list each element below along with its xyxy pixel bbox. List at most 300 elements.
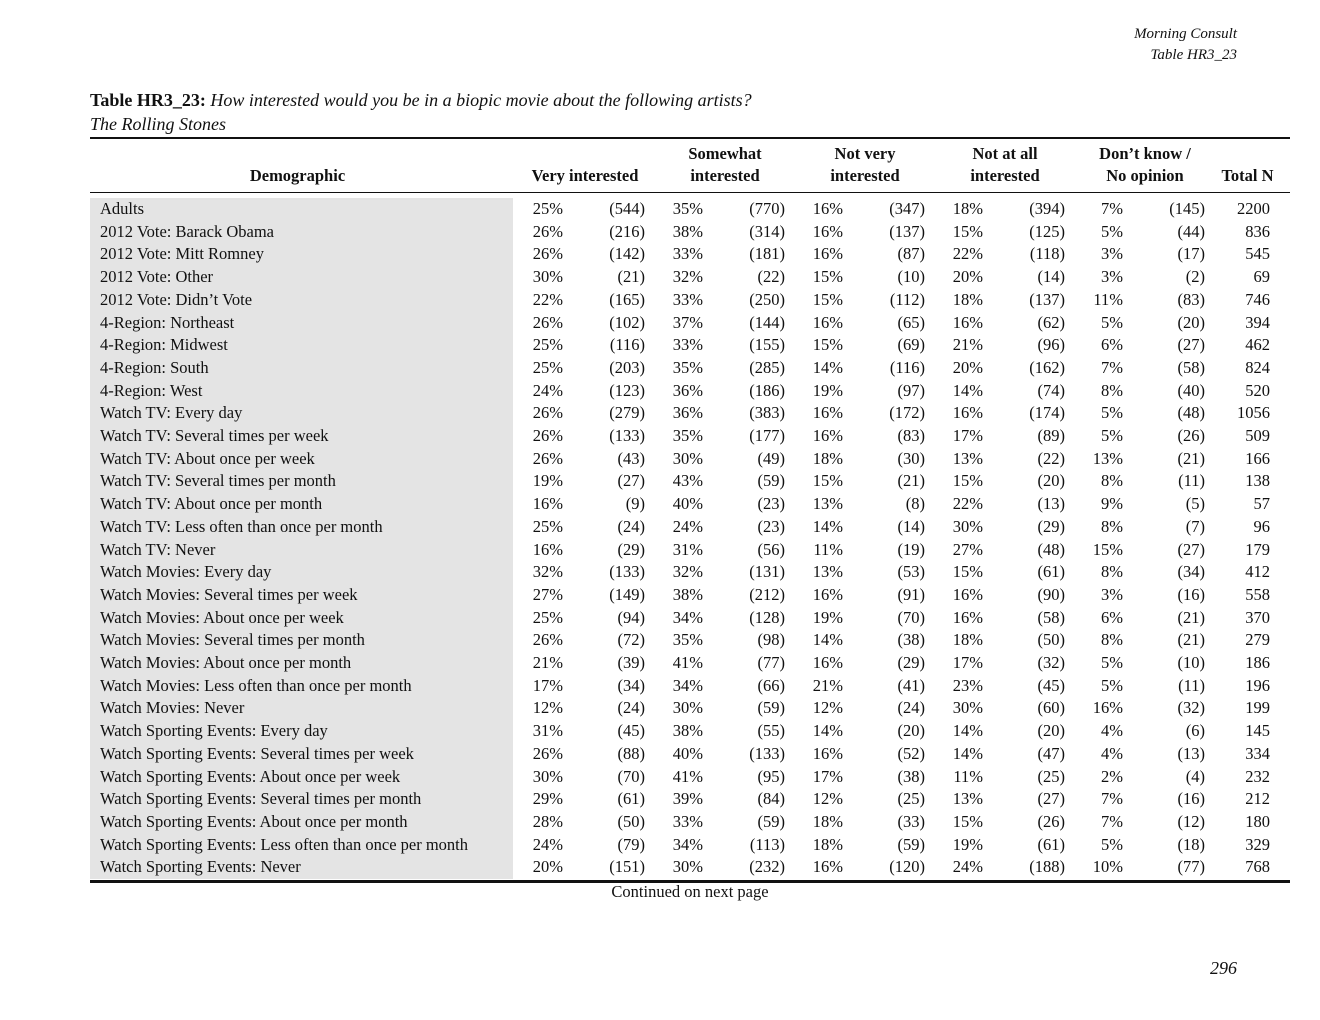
- cell-very-n: (72): [617, 630, 645, 650]
- cell-dontknow-n: (58): [1177, 357, 1205, 377]
- cell-notvery-n: (137): [889, 221, 925, 241]
- cell-somewhat-pct: 33%: [672, 811, 703, 831]
- cell-notvery-pct: 14%: [812, 357, 843, 377]
- cell-somewhat-n: (66): [757, 675, 785, 695]
- cell-notvery-n: (65): [897, 312, 925, 332]
- cell-total-n: 199: [1245, 698, 1270, 718]
- cell-somewhat-n: (59): [757, 698, 785, 718]
- cell-dontknow-pct: 8%: [1101, 562, 1123, 582]
- cell-notvery-pct: 16%: [812, 403, 843, 423]
- col-header-very: Very interested: [531, 166, 639, 185]
- cell-somewhat-pct: 35%: [672, 630, 703, 650]
- cell-somewhat-pct: 34%: [672, 834, 703, 854]
- cell-notatall-pct: 22%: [952, 494, 983, 514]
- cell-very-pct: 26%: [532, 448, 563, 468]
- cell-notatall-pct: 13%: [952, 789, 983, 809]
- cell-very-n: (102): [609, 312, 645, 332]
- cell-notatall-pct: 23%: [952, 675, 983, 695]
- cell-very-pct: 25%: [532, 357, 563, 377]
- cell-somewhat-n: (128): [749, 607, 785, 627]
- cell-notatall-n: (48): [1037, 539, 1065, 559]
- cell-somewhat-n: (155): [749, 335, 785, 355]
- cell-very-n: (79): [617, 834, 645, 854]
- cell-total-n: 212: [1245, 789, 1270, 809]
- cell-somewhat-pct: 38%: [672, 221, 703, 241]
- cell-total-n: 1056: [1237, 403, 1270, 423]
- cell-notatall-n: (50): [1037, 630, 1065, 650]
- cell-very-n: (165): [609, 289, 645, 309]
- cell-notatall-n: (61): [1037, 562, 1065, 582]
- cell-notatall-n: (20): [1037, 721, 1065, 741]
- cell-notatall-n: (58): [1037, 607, 1065, 627]
- cell-very-pct: 29%: [532, 789, 563, 809]
- cell-dontknow-pct: 8%: [1101, 471, 1123, 491]
- cell-very-n: (203): [609, 357, 645, 377]
- cell-notvery-pct: 16%: [812, 199, 843, 218]
- col-header-somewhat-line2: interested: [690, 166, 760, 185]
- cell-dontknow-n: (2): [1185, 267, 1205, 287]
- cell-dontknow-pct: 5%: [1101, 426, 1123, 446]
- table-row: [90, 516, 1290, 539]
- cell-dontknow-n: (48): [1177, 403, 1205, 423]
- cell-very-pct: 17%: [532, 675, 563, 695]
- col-header-notatall: [935, 143, 1075, 187]
- cell-notatall-pct: 30%: [952, 698, 983, 718]
- cell-very-n: (544): [609, 199, 645, 218]
- cell-notatall-n: (20): [1037, 471, 1065, 491]
- cell-dontknow-pct: 7%: [1101, 199, 1123, 218]
- col-header-somewhat: [655, 143, 795, 187]
- cell-total-n: 145: [1245, 721, 1270, 741]
- cell-dontknow-pct: 15%: [1092, 539, 1123, 559]
- cell-somewhat-n: (98): [757, 630, 785, 650]
- cell-notvery-n: (120): [889, 857, 925, 877]
- table-row: [90, 198, 1290, 221]
- cell-notvery-n: (53): [897, 562, 925, 582]
- cell-notvery-n: (38): [897, 630, 925, 650]
- cell-dontknow-pct: 8%: [1101, 380, 1123, 400]
- cell-somewhat-n: (84): [757, 789, 785, 809]
- cell-very-pct: 24%: [532, 834, 563, 854]
- cell-somewhat-n: (383): [749, 403, 785, 423]
- cell-somewhat-pct: 43%: [672, 471, 703, 491]
- cell-notatall-n: (62): [1037, 312, 1065, 332]
- table-row: [90, 402, 1290, 425]
- cell-notvery-pct: 16%: [812, 743, 843, 763]
- cell-demographic: Watch Sporting Events: About once per week: [100, 766, 401, 786]
- cell-notvery-pct: 15%: [812, 289, 843, 309]
- cell-somewhat-pct: 38%: [672, 584, 703, 604]
- header-rule: [90, 192, 1290, 193]
- table-title-label: Table HR3_23:: [90, 90, 206, 110]
- data-table: [90, 198, 1290, 879]
- cell-notvery-n: (172): [889, 403, 925, 423]
- cell-dontknow-n: (21): [1177, 630, 1205, 650]
- cell-somewhat-pct: 41%: [672, 653, 703, 673]
- table-row: [90, 289, 1290, 312]
- cell-somewhat-pct: 35%: [672, 199, 703, 218]
- cell-very-n: (216): [609, 221, 645, 241]
- cell-very-n: (279): [609, 403, 645, 423]
- cell-somewhat-pct: 38%: [672, 721, 703, 741]
- cell-dontknow-n: (145): [1169, 199, 1205, 218]
- cell-very-pct: 28%: [532, 811, 563, 831]
- cell-somewhat-pct: 32%: [672, 267, 703, 287]
- cell-notatall-n: (13): [1037, 494, 1065, 514]
- cell-somewhat-n: (113): [749, 834, 785, 854]
- cell-demographic: Watch Sporting Events: Several times per week: [100, 743, 414, 763]
- cell-demographic: Watch TV: Several times per month: [100, 471, 336, 491]
- cell-total-n: 279: [1245, 630, 1270, 650]
- cell-notvery-pct: 11%: [813, 539, 843, 559]
- cell-notvery-n: (347): [889, 199, 925, 218]
- cell-very-n: (9): [625, 494, 645, 514]
- cell-notatall-pct: 15%: [952, 562, 983, 582]
- cell-very-pct: 19%: [532, 471, 563, 491]
- cell-total-n: 232: [1245, 766, 1270, 786]
- cell-dontknow-n: (40): [1177, 380, 1205, 400]
- table-row: [90, 675, 1290, 698]
- cell-very-n: (29): [617, 539, 645, 559]
- cell-dontknow-pct: 3%: [1101, 267, 1123, 287]
- cell-total-n: 2200: [1237, 199, 1270, 218]
- cell-notvery-n: (97): [897, 380, 925, 400]
- cell-total-n: 180: [1245, 811, 1270, 831]
- cell-somewhat-n: (49): [757, 448, 785, 468]
- cell-demographic: Watch TV: Every day: [100, 403, 243, 423]
- cell-notatall-n: (60): [1037, 698, 1065, 718]
- cell-notatall-n: (45): [1037, 675, 1065, 695]
- cell-somewhat-pct: 30%: [672, 698, 703, 718]
- cell-notatall-pct: 14%: [952, 380, 983, 400]
- cell-notatall-pct: 14%: [952, 743, 983, 763]
- cell-notvery-n: (41): [897, 675, 925, 695]
- cell-notvery-pct: 16%: [812, 653, 843, 673]
- cell-dontknow-pct: 5%: [1101, 312, 1123, 332]
- cell-demographic: Watch TV: Several times per week: [100, 426, 329, 446]
- col-header-dontknow-line1: Don’t know /: [1099, 144, 1191, 163]
- cell-notatall-n: (61): [1037, 834, 1065, 854]
- cell-demographic: Watch Movies: About once per month: [100, 653, 352, 673]
- cell-notvery-pct: 12%: [812, 698, 843, 718]
- cell-dontknow-pct: 7%: [1101, 811, 1123, 831]
- cell-total-n: 329: [1245, 834, 1270, 854]
- cell-total-n: 334: [1245, 743, 1270, 763]
- cell-total-n: 57: [1253, 494, 1270, 514]
- cell-total-n: 824: [1245, 357, 1270, 377]
- cell-notvery-pct: 19%: [812, 607, 843, 627]
- cell-dontknow-pct: 5%: [1101, 221, 1123, 241]
- cell-very-pct: 26%: [532, 221, 563, 241]
- cell-notatall-n: (96): [1037, 335, 1065, 355]
- cell-demographic: Watch Movies: Several times per month: [100, 630, 365, 650]
- cell-demographic: 4-Region: Northeast: [100, 312, 235, 332]
- cell-somewhat-pct: 36%: [672, 403, 703, 423]
- cell-demographic: Watch Movies: Never: [100, 698, 245, 718]
- cell-notvery-n: (21): [897, 471, 925, 491]
- cell-dontknow-n: (32): [1177, 698, 1205, 718]
- col-header-notatall-line2: interested: [970, 166, 1040, 185]
- table-row: [90, 470, 1290, 493]
- cell-notvery-n: (10): [897, 267, 925, 287]
- cell-dontknow-pct: 16%: [1092, 698, 1123, 718]
- cell-total-n: 746: [1245, 289, 1270, 309]
- cell-very-pct: 12%: [532, 698, 563, 718]
- cell-dontknow-n: (27): [1177, 539, 1205, 559]
- cell-dontknow-n: (4): [1185, 766, 1205, 786]
- cell-dontknow-n: (18): [1177, 834, 1205, 854]
- cell-notatall-pct: 22%: [952, 244, 983, 264]
- cell-demographic: Watch Movies: Less often than once per month: [100, 675, 412, 695]
- cell-somewhat-pct: 37%: [672, 312, 703, 332]
- header-source: Morning Consult: [1134, 26, 1237, 42]
- cell-total-n: 394: [1245, 312, 1270, 332]
- cell-dontknow-pct: 5%: [1101, 675, 1123, 695]
- cell-demographic: 2012 Vote: Other: [100, 267, 214, 287]
- cell-demographic: 2012 Vote: Barack Obama: [100, 221, 274, 241]
- cell-notatall-n: (394): [1029, 199, 1065, 218]
- cell-notvery-pct: 14%: [812, 721, 843, 741]
- cell-very-pct: 30%: [532, 267, 563, 287]
- cell-notatall-n: (118): [1029, 244, 1065, 264]
- cell-notvery-pct: 12%: [812, 789, 843, 809]
- table-row: [90, 720, 1290, 743]
- col-header-notvery-line1: Not very: [834, 144, 896, 163]
- cell-very-pct: 25%: [532, 607, 563, 627]
- col-header-demographic: Demographic: [249, 166, 346, 185]
- table-row: [90, 743, 1290, 766]
- cell-total-n: 558: [1245, 584, 1270, 604]
- cell-very-n: (149): [609, 584, 645, 604]
- cell-notvery-pct: 19%: [812, 380, 843, 400]
- cell-notatall-pct: 24%: [952, 857, 983, 877]
- cell-very-pct: 25%: [532, 516, 563, 536]
- cell-very-n: (123): [609, 380, 645, 400]
- cell-notvery-n: (116): [889, 357, 925, 377]
- cell-notatall-n: (26): [1037, 811, 1065, 831]
- cell-notvery-pct: 21%: [812, 675, 843, 695]
- cell-notvery-pct: 18%: [812, 811, 843, 831]
- cell-total-n: 138: [1245, 471, 1270, 491]
- cell-somewhat-pct: 33%: [672, 244, 703, 264]
- cell-somewhat-pct: 40%: [672, 494, 703, 514]
- cell-somewhat-n: (23): [757, 494, 785, 514]
- cell-dontknow-n: (83): [1177, 289, 1205, 309]
- cell-notatall-n: (32): [1037, 653, 1065, 673]
- cell-dontknow-pct: 8%: [1101, 630, 1123, 650]
- cell-very-pct: 32%: [532, 562, 563, 582]
- cell-notvery-pct: 17%: [812, 766, 843, 786]
- cell-very-pct: 26%: [532, 244, 563, 264]
- table-row: [90, 493, 1290, 516]
- cell-very-pct: 20%: [532, 857, 563, 877]
- cell-somewhat-n: (314): [749, 221, 785, 241]
- cell-total-n: 520: [1245, 380, 1270, 400]
- cell-notvery-pct: 15%: [812, 335, 843, 355]
- cell-very-n: (94): [617, 607, 645, 627]
- cell-somewhat-n: (77): [757, 653, 785, 673]
- cell-notatall-pct: 16%: [952, 403, 983, 423]
- cell-very-n: (70): [617, 766, 645, 786]
- cell-dontknow-n: (11): [1178, 471, 1205, 491]
- cell-demographic: 4-Region: South: [100, 357, 209, 377]
- cell-dontknow-pct: 10%: [1092, 857, 1123, 877]
- cell-notvery-n: (29): [897, 653, 925, 673]
- table-row: [90, 584, 1290, 607]
- cell-somewhat-pct: 30%: [672, 857, 703, 877]
- cell-total-n: 462: [1245, 335, 1270, 355]
- cell-notvery-n: (8): [905, 494, 925, 514]
- cell-notvery-n: (30): [897, 448, 925, 468]
- cell-notatall-pct: 20%: [952, 357, 983, 377]
- cell-very-pct: 26%: [532, 403, 563, 423]
- table-row: [90, 834, 1290, 857]
- cell-somewhat-n: (232): [749, 857, 785, 877]
- cell-demographic: Watch Sporting Events: About once per month: [100, 811, 408, 831]
- table-title: [90, 88, 752, 112]
- cell-dontknow-pct: 4%: [1101, 743, 1123, 763]
- cell-dontknow-pct: 8%: [1101, 516, 1123, 536]
- cell-demographic: Watch Sporting Events: Less often than once per month: [100, 834, 469, 854]
- cell-demographic: Watch Movies: About once per week: [100, 607, 344, 627]
- cell-very-pct: 27%: [532, 584, 563, 604]
- table-row: [90, 561, 1290, 584]
- cell-somewhat-pct: 39%: [672, 789, 703, 809]
- cell-total-n: 509: [1245, 426, 1270, 446]
- cell-demographic: Watch Sporting Events: Several times per month: [100, 789, 422, 809]
- cell-notvery-pct: 16%: [812, 221, 843, 241]
- cell-notvery-n: (112): [889, 289, 925, 309]
- cell-notatall-pct: 16%: [952, 607, 983, 627]
- cell-notatall-pct: 21%: [952, 335, 983, 355]
- cell-dontknow-pct: 5%: [1101, 653, 1123, 673]
- col-header-notvery-line2: interested: [830, 166, 900, 185]
- cell-very-n: (151): [609, 857, 645, 877]
- cell-somewhat-n: (770): [749, 199, 785, 218]
- table-row: [90, 697, 1290, 720]
- cell-notatall-n: (162): [1029, 357, 1065, 377]
- cell-notatall-n: (125): [1029, 221, 1065, 241]
- cell-somewhat-n: (59): [757, 811, 785, 831]
- cell-somewhat-n: (177): [749, 426, 785, 446]
- cell-total-n: 370: [1245, 607, 1270, 627]
- cell-dontknow-n: (27): [1177, 335, 1205, 355]
- table-row: [90, 788, 1290, 811]
- cell-very-pct: 25%: [532, 199, 563, 218]
- cell-very-n: (116): [609, 335, 645, 355]
- cell-notvery-n: (38): [897, 766, 925, 786]
- cell-demographic: Watch TV: Never: [100, 539, 216, 559]
- cell-notvery-n: (33): [897, 811, 925, 831]
- table-row: [90, 629, 1290, 652]
- cell-somewhat-n: (250): [749, 289, 785, 309]
- cell-notvery-pct: 16%: [812, 244, 843, 264]
- cell-notatall-pct: 17%: [952, 426, 983, 446]
- cell-notatall-pct: 27%: [952, 539, 983, 559]
- cell-notvery-pct: 13%: [812, 562, 843, 582]
- cell-dontknow-pct: 5%: [1101, 834, 1123, 854]
- cell-somewhat-pct: 41%: [672, 766, 703, 786]
- cell-notvery-pct: 16%: [812, 857, 843, 877]
- cell-dontknow-pct: 3%: [1101, 244, 1123, 264]
- cell-somewhat-pct: 24%: [672, 516, 703, 536]
- cell-dontknow-n: (5): [1185, 494, 1205, 514]
- cell-total-n: 179: [1245, 539, 1270, 559]
- cell-notvery-pct: 15%: [812, 267, 843, 287]
- cell-notatall-n: (14): [1037, 267, 1065, 287]
- cell-dontknow-n: (44): [1177, 221, 1205, 241]
- cell-demographic: Watch Movies: Every day: [100, 562, 272, 582]
- cell-somewhat-n: (55): [757, 721, 785, 741]
- cell-notatall-n: (188): [1029, 857, 1065, 877]
- cell-somewhat-pct: 40%: [672, 743, 703, 763]
- cell-dontknow-n: (21): [1177, 448, 1205, 468]
- cell-somewhat-pct: 34%: [672, 675, 703, 695]
- cell-somewhat-pct: 35%: [672, 426, 703, 446]
- cell-dontknow-n: (7): [1185, 516, 1205, 536]
- cell-dontknow-n: (16): [1177, 789, 1205, 809]
- table-row: [90, 266, 1290, 289]
- cell-very-pct: 26%: [532, 312, 563, 332]
- cell-somewhat-pct: 34%: [672, 607, 703, 627]
- cell-dontknow-pct: 6%: [1101, 335, 1123, 355]
- cell-very-pct: 25%: [532, 335, 563, 355]
- cell-notvery-n: (83): [897, 426, 925, 446]
- cell-very-pct: 30%: [532, 766, 563, 786]
- table-row: [90, 607, 1290, 630]
- cell-very-pct: 26%: [532, 426, 563, 446]
- table-row: [90, 448, 1290, 471]
- cell-notvery-pct: 14%: [812, 516, 843, 536]
- cell-demographic: Adults: [100, 199, 145, 218]
- cell-very-n: (27): [617, 471, 645, 491]
- cell-notvery-n: (20): [897, 721, 925, 741]
- cell-somewhat-n: (181): [749, 244, 785, 264]
- cell-somewhat-n: (23): [757, 516, 785, 536]
- cell-notatall-n: (74): [1037, 380, 1065, 400]
- cell-notatall-pct: 16%: [952, 584, 983, 604]
- table-row: [90, 357, 1290, 380]
- cell-very-n: (34): [617, 675, 645, 695]
- cell-notatall-pct: 11%: [953, 766, 983, 786]
- table-row: [90, 766, 1290, 789]
- col-header-notvery: [795, 143, 935, 187]
- cell-dontknow-pct: 11%: [1093, 289, 1123, 309]
- cell-dontknow-n: (21): [1177, 607, 1205, 627]
- table-row: [90, 221, 1290, 244]
- cell-demographic: Watch TV: About once per month: [100, 494, 323, 514]
- cell-demographic: Watch TV: About once per week: [100, 448, 315, 468]
- cell-notvery-pct: 15%: [812, 471, 843, 491]
- cell-somewhat-pct: 32%: [672, 562, 703, 582]
- table-row: [90, 856, 1290, 879]
- cell-dontknow-n: (16): [1177, 584, 1205, 604]
- cell-somewhat-pct: 36%: [672, 380, 703, 400]
- cell-notvery-n: (14): [897, 516, 925, 536]
- cell-total-n: 196: [1245, 675, 1270, 695]
- cell-dontknow-n: (11): [1178, 675, 1205, 695]
- cell-somewhat-pct: 33%: [672, 335, 703, 355]
- cell-dontknow-n: (17): [1177, 244, 1205, 264]
- cell-somewhat-pct: 33%: [672, 289, 703, 309]
- cell-very-n: (43): [617, 448, 645, 468]
- cell-dontknow-pct: 2%: [1101, 766, 1123, 786]
- cell-notvery-n: (70): [897, 607, 925, 627]
- cell-somewhat-n: (212): [749, 584, 785, 604]
- cell-total-n: 412: [1245, 562, 1270, 582]
- cell-notatall-pct: 14%: [952, 721, 983, 741]
- cell-notatall-pct: 17%: [952, 653, 983, 673]
